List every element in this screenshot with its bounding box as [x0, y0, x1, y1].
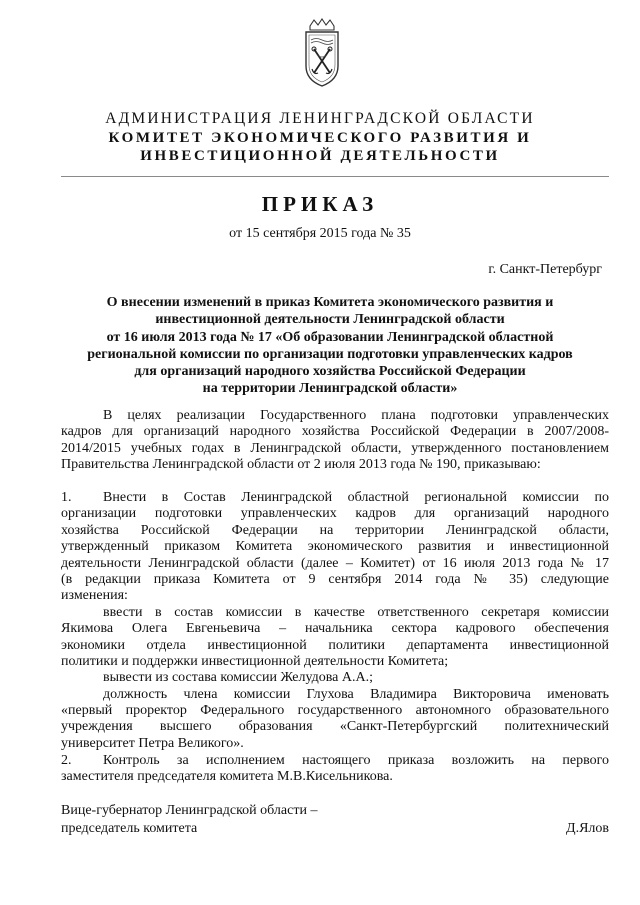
- preamble-line: В целях реализации Государственного плана подготовки управленческих: [103, 408, 609, 423]
- item-1-sub-3-line: университет Петра Великого».: [61, 735, 244, 751]
- item-1-line: изменения:: [61, 588, 128, 604]
- item-1-sub-1-line: Якимова Олега Евгеньевича – начальника сектора кадрового обеспечения: [61, 621, 609, 637]
- subject-line: инвестиционной деятельности Ленинградской области: [155, 312, 505, 328]
- item-1-sub-1-line: ввести в состав комиссии в качестве ответственного секретаря комиссии: [103, 604, 609, 620]
- item-1-sub-1-line: экономики отдела инвестиционной политики департамента инвестиционной: [61, 637, 609, 653]
- signatory-name: Д.Ялов: [566, 821, 609, 836]
- subject-line: О внесении изменений в приказ Комитета экономического развития и: [106, 295, 554, 310]
- order-item-2: [61, 753, 609, 786]
- header-divider: [61, 176, 609, 177]
- item-1-sub-1-line: политики и поддержки инвестиционной деятельности Комитета;: [61, 653, 449, 669]
- signatory-position-line: председатель комитета: [61, 821, 198, 836]
- signature-block: [61, 802, 609, 838]
- org-line-administration: АДМИНИСТРАЦИЯ ЛЕНИНГРАДСКОЙ ОБЛАСТИ: [105, 110, 535, 127]
- order-item-1: [61, 490, 609, 752]
- item-1-sub-3-line: должность члена комиссии Глухова Владимира Викторовича именовать: [103, 686, 609, 702]
- order-subject: [50, 294, 610, 398]
- subject-line: региональной комиссии по организации подготовки управленческих кадров: [87, 346, 573, 362]
- item-1-line: хозяйства Российской Федерации на территории Ленинградской области,: [61, 522, 609, 538]
- order-city: г. Санкт-Петербург: [488, 262, 602, 277]
- order-title: ПРИКАЗ: [261, 192, 379, 216]
- item-2-text: Контроль за исполнением настоящего приказа возложить на первого: [103, 753, 609, 768]
- subject-line: для организаций народного хозяйства Российской Федерации: [134, 364, 526, 380]
- item-1-line: деятельности Ленинградской области (далее – Комитет) от 16 июля 2013 года № 17: [61, 555, 609, 571]
- coat-of-arms-icon: [300, 18, 344, 88]
- item-1-sub-3-line: учреждения высшего образования «Санкт-Петербургский политехнический: [61, 719, 609, 735]
- preamble-line: Правительства Ленинградской области от 2 июля 2013 года № 190, приказываю:: [61, 457, 541, 473]
- item-1-number: 1.: [61, 490, 72, 505]
- item-2-line: заместителя председателя комитета М.В.Кисельникова.: [61, 769, 393, 785]
- org-line-committee-2: ИНВЕСТИЦИОННОЙ ДЕЯТЕЛЬНОСТИ: [140, 148, 500, 164]
- preamble-line: 2014/2015 учебных годах в Ленинградской области, утвержденного постановлением: [61, 440, 609, 456]
- signatory-position-line: Вице-губернатор Ленинградской области –: [61, 803, 318, 818]
- order-date: от 15 сентября 2015 года № 35: [229, 226, 411, 241]
- item-1-line: утвержденный приказом Комитета экономического развития и инвестиционной: [61, 539, 609, 555]
- subject-line: на территории Ленинградской области»: [202, 381, 458, 397]
- preamble-line: кадров для организаций народного хозяйства Российской Федерации в 2007/2008-: [61, 424, 609, 440]
- item-2-number: 2.: [61, 753, 72, 768]
- item-1-sub-3-line: «первый проректор Федерального государственного автономного образовательного: [61, 703, 609, 719]
- preamble: [61, 408, 609, 474]
- item-1-first-line: [61, 490, 609, 506]
- item-2-first-line: [61, 753, 609, 769]
- item-1-text: Внести в Состав Ленинградской областной региональной комиссии по: [103, 490, 609, 505]
- subject-line: от 16 июля 2013 года № 17 «Об образовании Ленинградской областной: [106, 329, 554, 345]
- item-1-line: (в редакции приказа Комитета от 9 сентября 2014 года № 35) следующие: [61, 571, 609, 587]
- item-1-line: организации подготовки управленческих кадров для организаций народного: [61, 506, 609, 522]
- item-1-sub-2: вывести из состава комиссии Желудова А.А.;: [103, 670, 373, 686]
- org-line-committee-1: КОМИТЕТ ЭКОНОМИЧЕСКОГО РАЗВИТИЯ И: [108, 130, 532, 146]
